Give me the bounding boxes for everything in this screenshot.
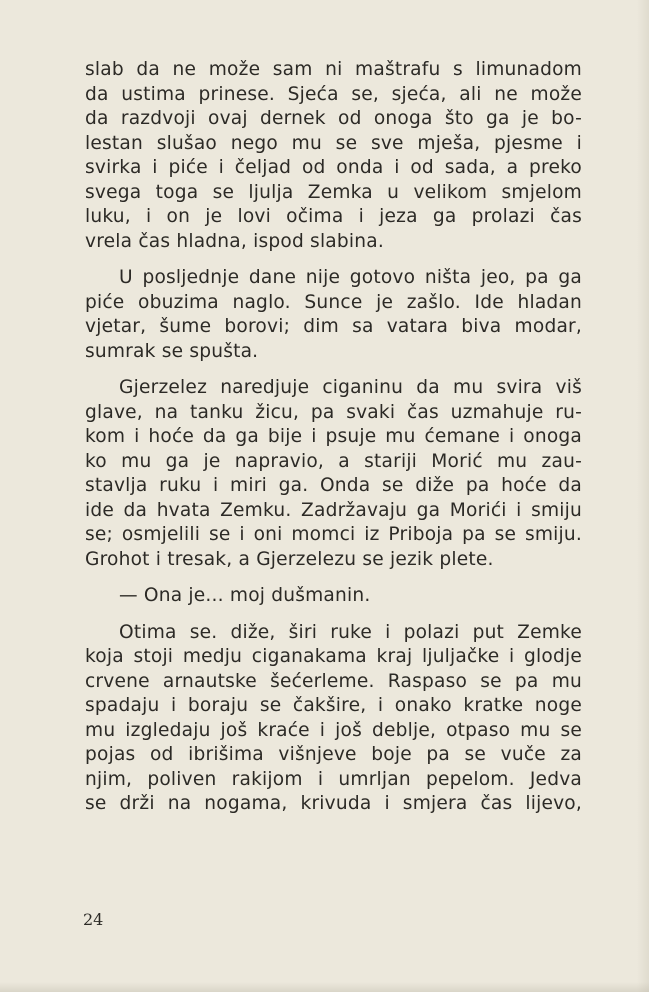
text-line: ko mu ga je napravio, a stariji Morić mu zau- — [85, 450, 582, 472]
text-line: piće obuzima naglo. Sunce je zašlo. Ide hladan — [85, 291, 582, 313]
text-line: — Ona je... moj dušmanin. — [119, 585, 371, 606]
paragraph-dialogue — [85, 584, 582, 609]
text-line: vrela čas hladna, ispod slabina. — [85, 230, 384, 252]
page-edge-shadow-bottom — [0, 982, 649, 992]
paragraph-3 — [85, 376, 582, 572]
text-line: svega toga se ljulja Zemka u velikom smjelom — [85, 181, 582, 203]
text-line: luku, i on je lovi očima i jeza ga prolazi čas — [85, 206, 582, 227]
text-line: pojas od ibrišima višnjeve boje pa se vuče za — [85, 744, 582, 765]
text-line: vjetar, šume borovi; dim sa vatara biva modar, — [85, 316, 582, 337]
text-line: spadaju i boraju se čakšire, i onako kratke noge — [85, 695, 582, 716]
text-line: se drži na nogama, krivuda i smjera čas lijevo, — [85, 793, 582, 814]
text-line: slab da ne može sam ni maštrafu s limunadom — [85, 59, 582, 80]
paragraph-5 — [85, 621, 582, 817]
text-line: crvene arnautske šećerleme. Raspaso se pa mu — [85, 670, 582, 692]
text-line: Otima se. diže, širi ruke i polazi put Zemke — [119, 621, 582, 643]
text-line: da razdvoji ovaj dernek od onoga što ga je bo- — [85, 108, 582, 129]
text-line: se; osmjelili se i oni momci iz Priboja pa se smiju. — [85, 524, 582, 545]
body-text — [85, 58, 582, 817]
text-line: kom i hoće da ga bije i psuje mu ćemane i onoga — [85, 426, 582, 447]
text-line: Grohot i tresak, a Gjerzelezu se jezik plete. — [85, 548, 494, 570]
text-line: U posljednje dane nije gotovo ništa jeo, pa ga — [119, 267, 582, 288]
text-line: njim, poliven rakijom i umrljan pepelom. Jedva — [85, 768, 582, 790]
text-line: stavlja ruku i miri ga. Onda se diže pa hoće da — [85, 475, 582, 496]
page-edge-shadow-right — [637, 0, 649, 992]
paragraph-1 — [85, 58, 582, 254]
text-line: lestan slušao nego mu se sve mješa, pjesme i — [85, 132, 582, 154]
text-line: svirka i piće i čeljad od onda i od sada, a preko — [85, 157, 582, 178]
text-line: da ustima prinese. Sjeća se, sjeća, ali ne može — [85, 83, 582, 105]
paragraph-2 — [85, 266, 582, 364]
text-line: glave, na tanku žicu, pa svaki čas uzmahuje ru- — [85, 401, 582, 423]
text-line: ide da hvata Zemku. Zadržavaju ga Morići i smiju — [85, 499, 582, 521]
text-line: koja stoji medju ciganakama kraj ljuljačke i glodje — [85, 646, 582, 667]
page-number: 24 — [83, 910, 104, 929]
text-line: sumrak se spušta. — [85, 340, 259, 362]
text-line: Gjerzelez naredjuje ciganinu da mu svira viš — [119, 377, 582, 398]
text-line: mu izgledaju još kraće i još deblje, otpaso mu se — [85, 719, 582, 741]
